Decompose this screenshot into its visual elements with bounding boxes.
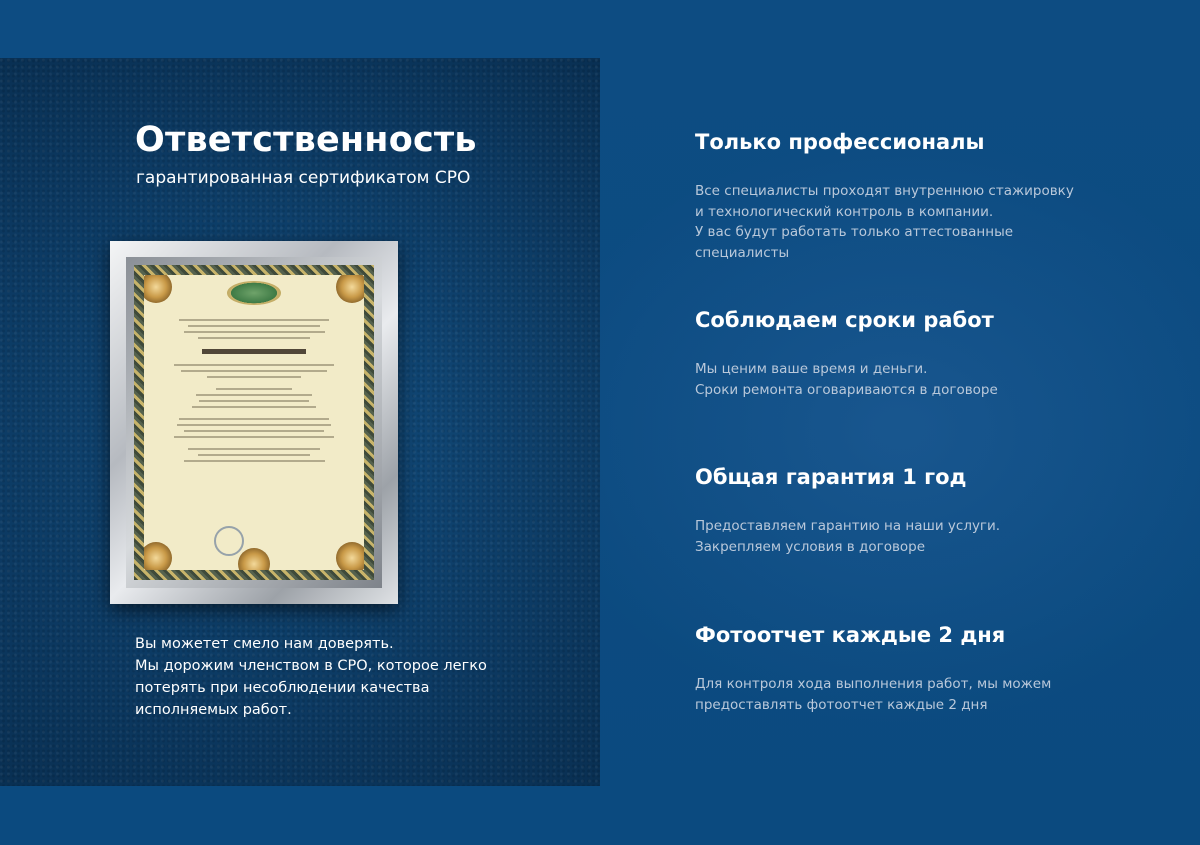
feature-line: Для контроля хода выполнения работ, мы можем: [695, 676, 1052, 692]
feature-line: Закрепляем условия в договоре: [695, 538, 926, 555]
feature-description: [695, 181, 1074, 263]
feature-description: [695, 674, 1051, 715]
trust-text-line: Мы дорожим членством в СРО, которое легко: [135, 658, 487, 674]
left-panel: [0, 58, 600, 786]
feature-deadlines: [695, 308, 998, 400]
rosette-icon: [140, 271, 172, 303]
emblem-icon: [227, 281, 281, 305]
certificate-document: [134, 265, 374, 580]
feature-line: и технологический контроль в компании.: [695, 203, 994, 220]
rosette-icon: [140, 542, 172, 574]
trust-text: [135, 633, 495, 721]
certificate-image: [110, 241, 398, 604]
section-title: Ответственность: [135, 120, 477, 160]
feature-photo-report: [695, 623, 1051, 715]
feature-title: Фотоотчет каждые 2 дня: [695, 623, 1006, 647]
section-subtitle: гарантированная сертификатом СРО: [136, 168, 471, 188]
feature-description: [695, 516, 1000, 557]
feature-line: предоставлять фотоотчет каждые 2 дня: [695, 696, 988, 713]
trust-text-line: исполняемых работ.: [135, 702, 292, 718]
trust-text-line: Вы можетет смело нам доверять.: [135, 636, 394, 652]
trust-text-line: потерять при несоблюдении качества: [135, 680, 430, 696]
feature-line: Сроки ремонта оговариваются в договоре: [695, 381, 998, 398]
feature-line: У вас будут работать только аттестованные: [695, 224, 1014, 240]
feature-professionals: [695, 130, 1074, 263]
certificate-text-lines: [160, 315, 348, 540]
feature-line: Предоставляем гарантию на наши услуги.: [695, 518, 1001, 534]
rosette-icon: [336, 271, 368, 303]
feature-description: [695, 359, 998, 400]
certificate-frame: [126, 257, 382, 588]
rosette-icon: [238, 548, 270, 580]
feature-line: Все специалисты проходят внутреннюю стажировку: [695, 183, 1074, 199]
rosette-icon: [336, 542, 368, 574]
seal-icon: [214, 526, 244, 556]
feature-title: Общая гарантия 1 год: [695, 465, 967, 489]
feature-line: специалисты: [695, 244, 790, 261]
feature-warranty: [695, 465, 1000, 557]
feature-title: Только профессионалы: [695, 130, 985, 154]
feature-title: Соблюдаем сроки работ: [695, 308, 994, 332]
feature-line: Мы ценим ваше время и деньги.: [695, 361, 928, 377]
